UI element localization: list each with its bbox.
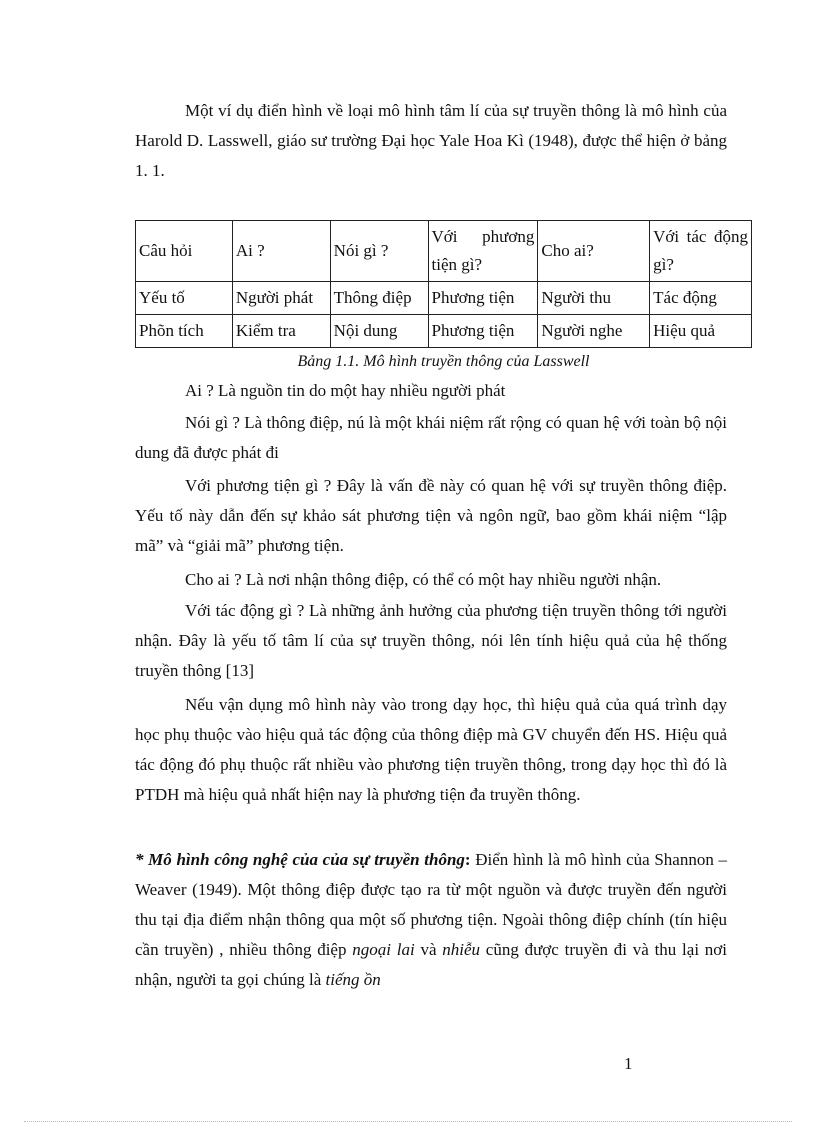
tech-model-italic-2: nhiễu (442, 940, 481, 959)
paragraph-noi-gi: Nói gì ? Là thông điệp, nú là một khái niệm rất rộng có quan hệ với toàn bộ nội dung đã được phát đi (135, 413, 727, 462)
table-cell: Ai ? (232, 221, 330, 282)
table-cell: Yếu tố (136, 282, 233, 315)
table-cell: Với tác động gì? (650, 221, 752, 282)
table-cell: Phõn tích (136, 315, 233, 348)
tech-model-italic-3: tiếng ồn (325, 970, 381, 989)
table-cell: Tác động (650, 282, 752, 315)
table-cell: Người thu (538, 282, 650, 315)
tech-model-heading: * Mô hình công nghệ của của sự truyền thông (135, 850, 465, 869)
tech-model-text-3: cũng được truyền đi và thu lại nơi nhận, người ta gọi chúng là (135, 940, 728, 989)
table-row (136, 315, 752, 348)
tech-model-colon: : (464, 850, 471, 869)
table-cell: Hiệu quả (650, 315, 752, 348)
table-row (136, 282, 752, 315)
table-cell: Nội dung (330, 315, 428, 348)
tech-model-text-1: Điển hình là mô hình của Shannon – Weaver (1949). Một thông điệp được tạo ra từ một nguồn và được truyền đến người thu tại địa điểm nhận thông qua một số phương tiện. Ngoài thông điệp chính (tín hiệu cần truyền) , nhiều thông điệp (135, 850, 727, 959)
tech-model-italic-1: ngoại lai (352, 940, 415, 959)
table-cell: Thông điệp (330, 282, 428, 315)
table-cell: Người phát (232, 282, 330, 315)
lasswell-table (135, 220, 752, 348)
paragraph-phuong-tien: Với phương tiện gì ? Đây là vấn đề này có quan hệ với sự truyền thông điệp. Yếu tố này dẫn đến sự khảo sát phương tiện và ngôn ngữ, bao gồm khái niệm “lập mã” và “giải mã” phương tiện. (135, 476, 727, 555)
paragraph-ai: Ai ? Là nguồn tin do một hay nhiều người phát (185, 381, 506, 400)
tech-model-text-2: và (414, 940, 443, 959)
paragraph-tech-model (135, 845, 727, 995)
table-cell: Phương tiện (428, 282, 538, 315)
table-caption: Bảng 1.1. Mô hình truyền thông của Lasswell (297, 353, 590, 370)
page-bottom-rule (24, 1121, 792, 1122)
table-cell: Câu hỏi (136, 221, 233, 282)
table-cell: Với phương tiện gì? (428, 221, 538, 282)
paragraph-day-hoc: Nếu vận dụng mô hình này vào trong dạy học, thì hiệu quả của quá trình dạy học phụ thuộc vào hiệu quả tác động của thông điệp mà GV chuyển đến HS. Hiệu quả tác động đó phụ thuộc rất nhiều vào phương tiện truyền thông, trong dạy học thì đó là PTDH mà hiệu quả nhất hiện nay là phương tiện đa truyền thông. (135, 695, 727, 804)
table-cell: Phương tiện (428, 315, 538, 348)
table-cell: Kiểm tra (232, 315, 330, 348)
intro-paragraph: Một ví dụ điển hình về loại mô hình tâm lí của sự truyền thông là mô hình của Harold D. Lasswell, giáo sư trường Đại học Yale Hoa Kì (1948), được thể hiện ở bảng 1. 1. (135, 101, 727, 180)
table-cell: Nói gì ? (330, 221, 428, 282)
table-cell: Cho ai? (538, 221, 650, 282)
paragraph-tac-dong: Với tác động gì ? Là những ảnh hưởng của phương tiện truyền thông tới người nhận. Đây là yếu tố tâm lí của sự truyền thông, nói lên tính hiệu quả của hệ thống truyền thông [13] (135, 601, 727, 680)
table-cell: Người nghe (538, 315, 650, 348)
paragraph-cho-ai: Cho ai ? Là nơi nhận thông điệp, có thể có một hay nhiều người nhận. (185, 570, 662, 589)
page-number: 1 (624, 1054, 633, 1073)
table-row-header (136, 221, 752, 282)
